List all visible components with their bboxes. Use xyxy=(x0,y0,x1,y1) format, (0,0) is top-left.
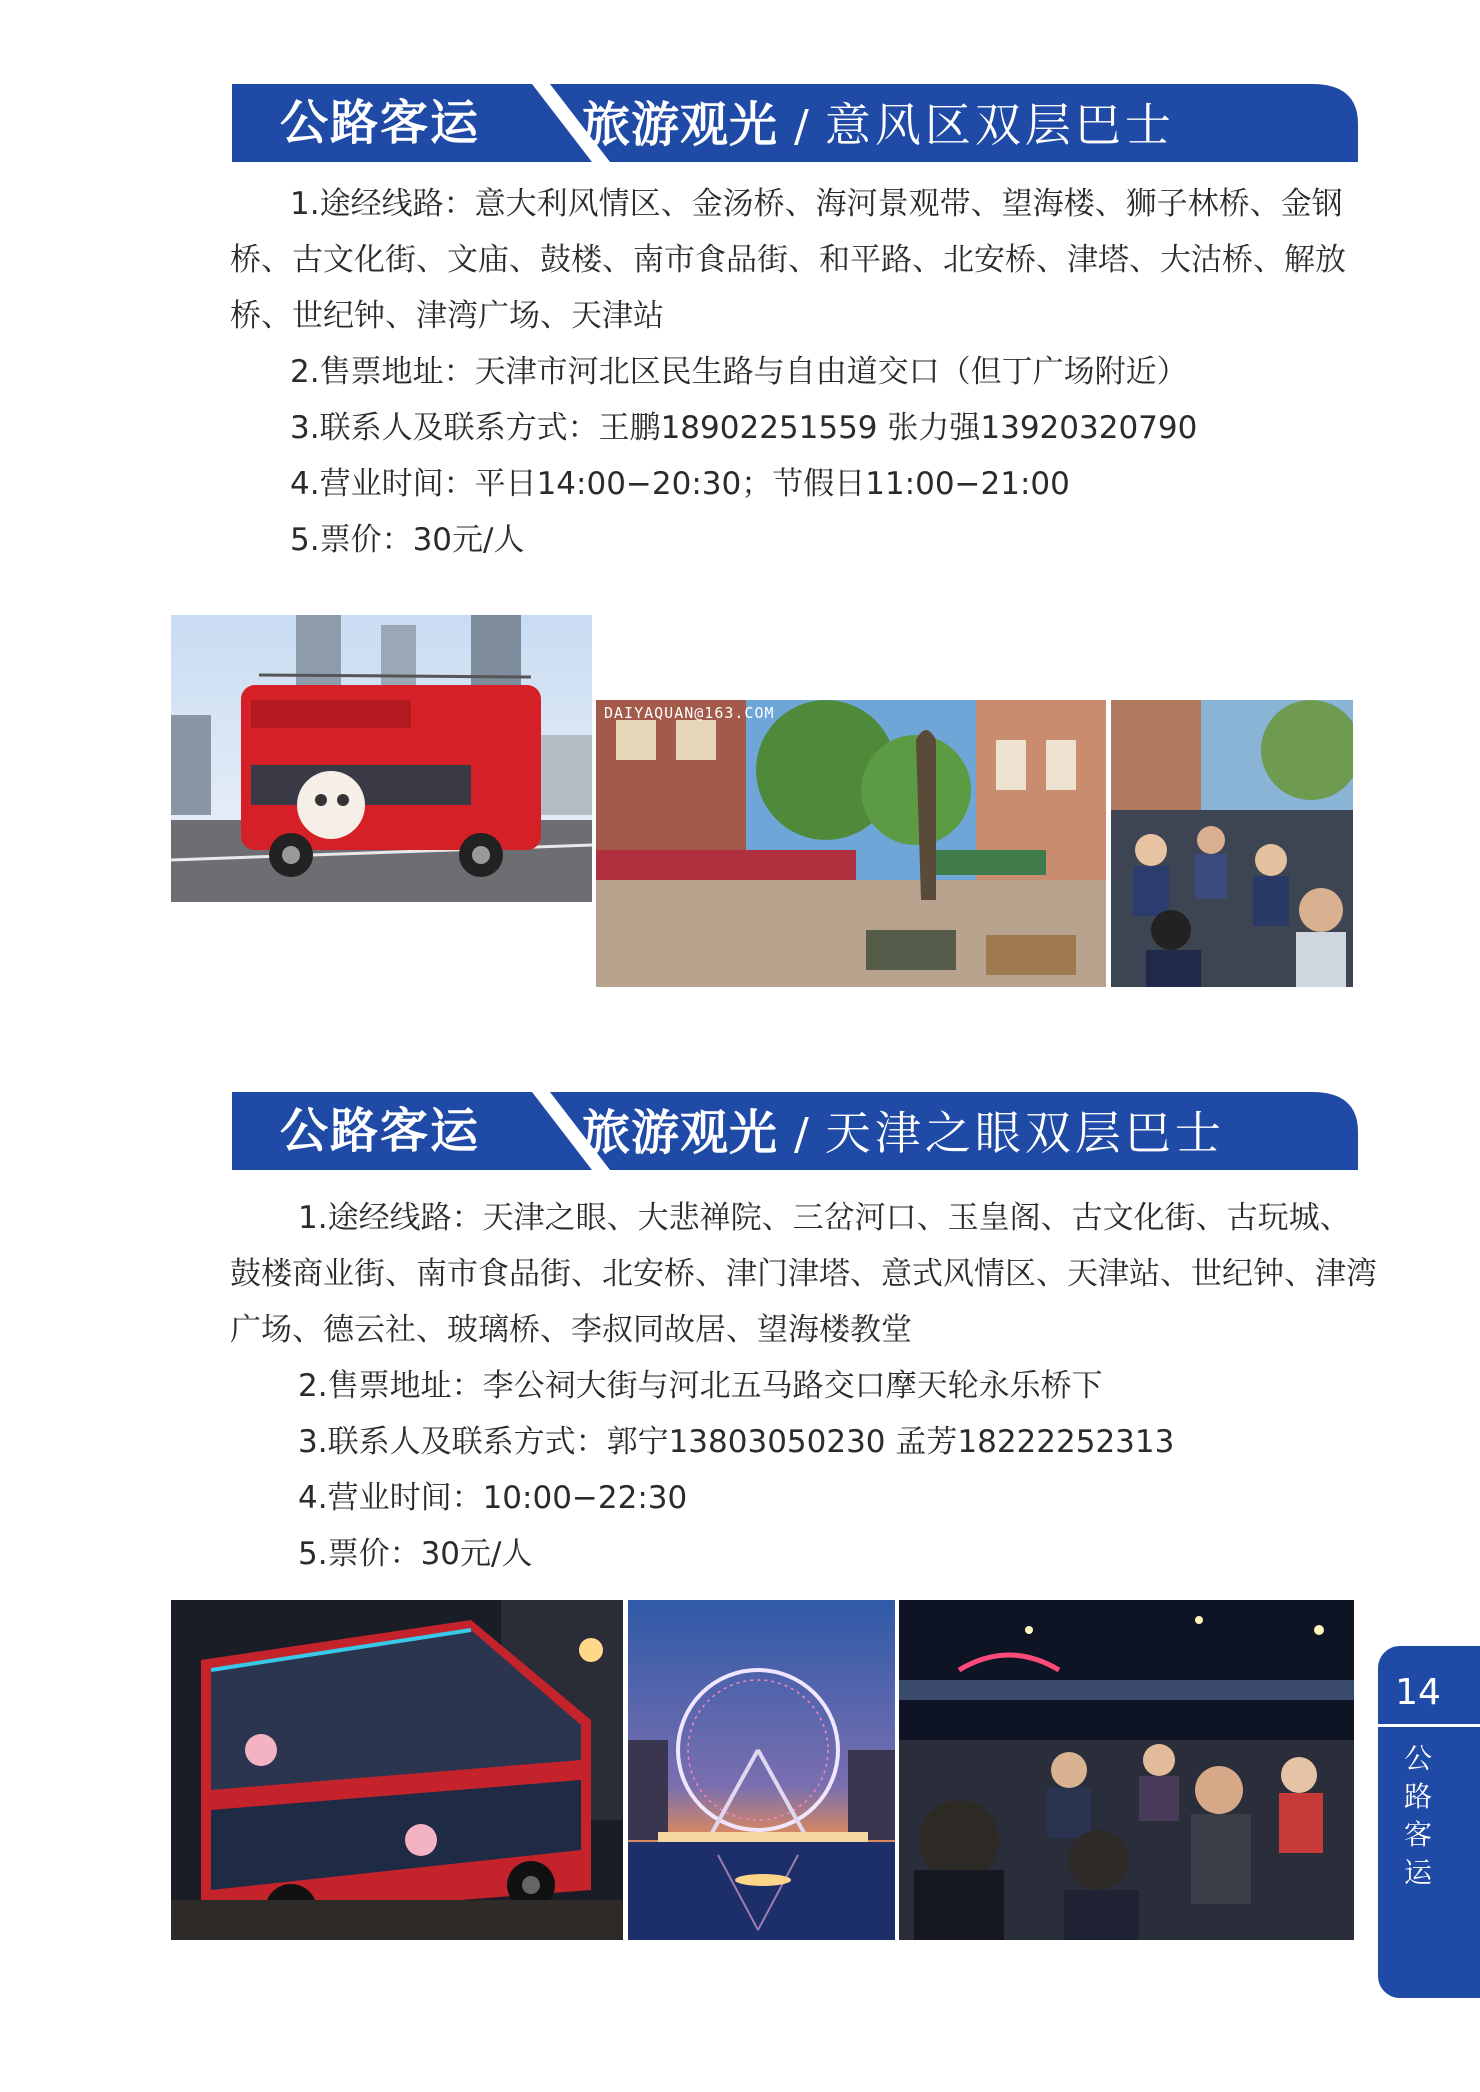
ticket-address: 2.售票地址：李公祠大街与河北五马路交口摩天轮永乐桥下 xyxy=(298,1368,1103,1404)
ticket-address: 2.售票地址：天津市河北区民生路与自由道交口（但丁广场附近） xyxy=(290,354,1188,390)
section-title xyxy=(582,84,1175,162)
page-number-tab xyxy=(1378,1646,1480,1998)
contact-info: 3.联系人及联系方式：郭宁13803050230 孟芳18222252313 xyxy=(298,1424,1175,1460)
business-hours: 4.营业时间：平日14:00−20:30；节假日11:00−21:00 xyxy=(290,466,1070,502)
info-block xyxy=(230,1190,1380,1582)
photo-watermark: DAIYAQUAN@163.COM xyxy=(604,704,775,722)
ticket-price: 5.票价：30元/人 xyxy=(290,522,525,558)
section-banner xyxy=(232,84,1358,162)
section-title xyxy=(582,1092,1225,1170)
page-number: 14 xyxy=(1395,1672,1441,1713)
title-separator: / xyxy=(794,101,809,152)
photo-red-bus-night xyxy=(171,1600,623,1940)
contact-info: 3.联系人及联系方式：王鹏18902251559 张力强13920320790 xyxy=(290,410,1198,446)
route-text: 1.途经线路：天津之眼、大悲禅院、三岔河口、玉皇阁、古文化街、古玩城、鼓楼商业街、南市食品街、北安桥、津门津塔、意式风情区、天津站、世纪钟、津湾广场、德云社、玻璃桥、李叔同故居、望海楼教堂 xyxy=(230,1200,1377,1348)
title-sub: 意风区双层巴士 xyxy=(824,98,1175,152)
route-text: 1.途经线路：意大利风情区、金汤桥、海河景观带、望海楼、狮子林桥、金钢桥、古文化街、文庙、鼓楼、南市食品街、和平路、北安桥、津塔、大沽桥、解放桥、世纪钟、津湾广场、天津站 xyxy=(230,186,1346,334)
info-block xyxy=(230,176,1380,568)
photo-night-passengers xyxy=(899,1600,1354,1940)
section-banner xyxy=(232,1092,1358,1170)
title-sub: 天津之眼双层巴士 xyxy=(824,1106,1225,1160)
section-tag: 公路客运 xyxy=(280,1103,481,1159)
business-hours: 4.营业时间：10:00−22:30 xyxy=(298,1480,688,1516)
title-main: 旅游观光 xyxy=(582,1105,779,1161)
chapter-label: 公路客运 xyxy=(1403,1742,1432,1889)
title-separator: / xyxy=(794,1109,809,1160)
page-tab-divider xyxy=(1378,1724,1480,1727)
section-tag: 公路客运 xyxy=(280,95,481,151)
photo-upper-deck-passengers xyxy=(1111,700,1353,987)
ticket-price: 5.票价：30元/人 xyxy=(298,1536,533,1572)
photo-red-bus-daytime xyxy=(171,615,592,902)
photo-tianjin-eye xyxy=(628,1600,895,1940)
photo-italian-quarter-street xyxy=(596,700,1106,987)
title-main: 旅游观光 xyxy=(582,97,779,153)
